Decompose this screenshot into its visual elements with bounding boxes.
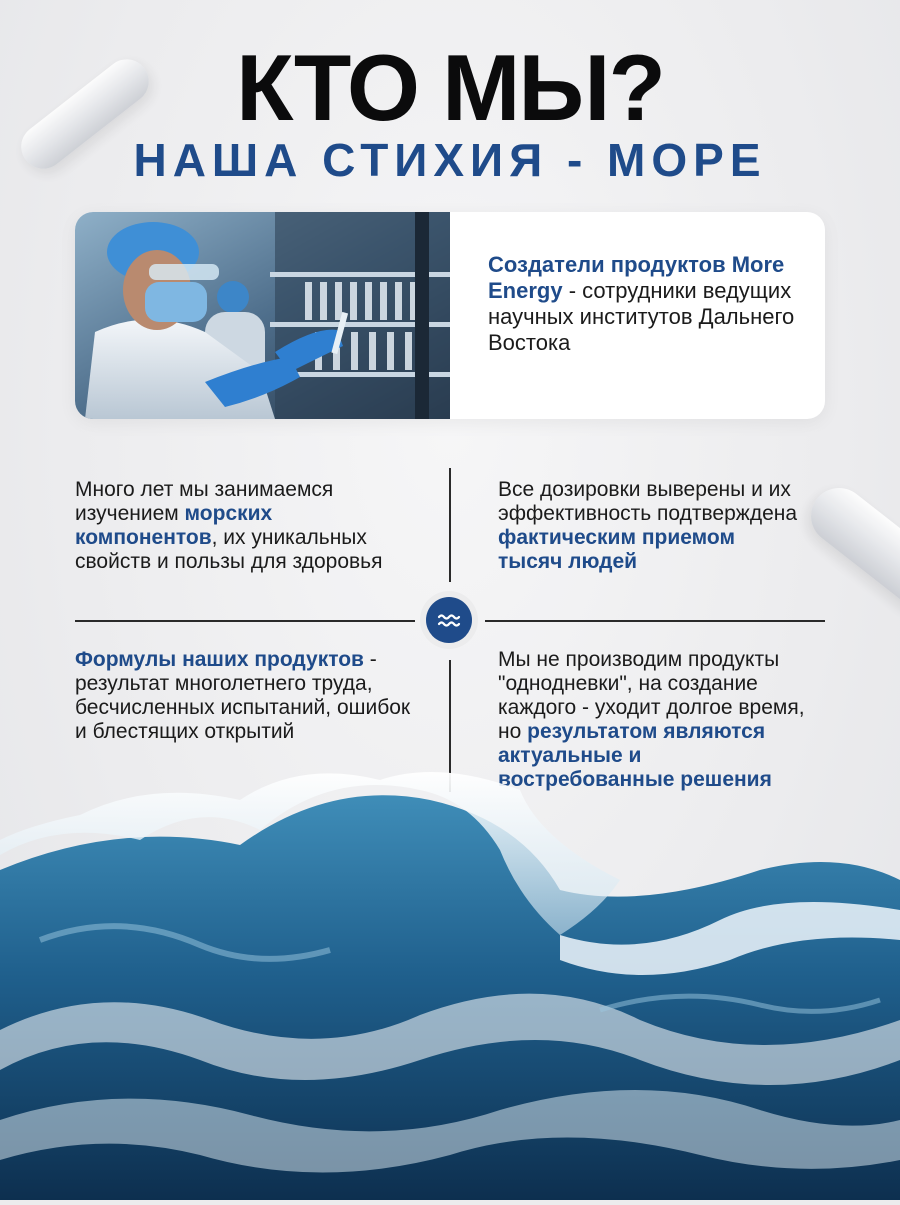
- divider-horizontal-right: [485, 620, 825, 622]
- lab-scientist-image: [75, 212, 450, 419]
- block-highlight: морских компонентов: [75, 502, 273, 549]
- block-text: Много лет мы занимаемся изучением: [75, 478, 334, 525]
- block-highlight: результатом являются актуальные и востребованные решения: [498, 720, 772, 791]
- block-text: , их уникальных свойств и пользы для здоровья: [75, 526, 383, 573]
- divider-horizontal-left: [75, 620, 415, 622]
- waves-icon: [426, 597, 472, 643]
- page-subtitle: НАША СТИХИЯ - МОРЕ: [133, 134, 767, 186]
- block-bottom-left: [75, 648, 420, 744]
- block-top-right: [498, 478, 798, 574]
- page-title: КТО МЫ?: [236, 35, 664, 140]
- intro-body: - сотрудники ведущих научных институтов Дальнего Востока: [488, 278, 795, 355]
- intro-highlight: Создатели продуктов More Energy: [488, 252, 785, 303]
- divider-vertical-top: [449, 468, 451, 582]
- block-text: - результат многолетнего труда, бесчисленных испытаний, ошибок и блестящих открытий: [75, 648, 411, 743]
- block-highlight: Формулы наших продуктов: [75, 648, 364, 671]
- intro-card: [75, 212, 825, 419]
- intro-card-text: [488, 252, 808, 356]
- block-text: Мы не производим продукты "однодневки", на создание каждого - уходит долгое время, но: [498, 648, 805, 743]
- block-highlight: фактическим приемом тысяч людей: [498, 526, 735, 573]
- block-text: Все дозировки выверены и их эффективность подтверждена: [498, 478, 798, 525]
- ocean-wave-image: [0, 760, 900, 1200]
- block-top-left: [75, 478, 420, 574]
